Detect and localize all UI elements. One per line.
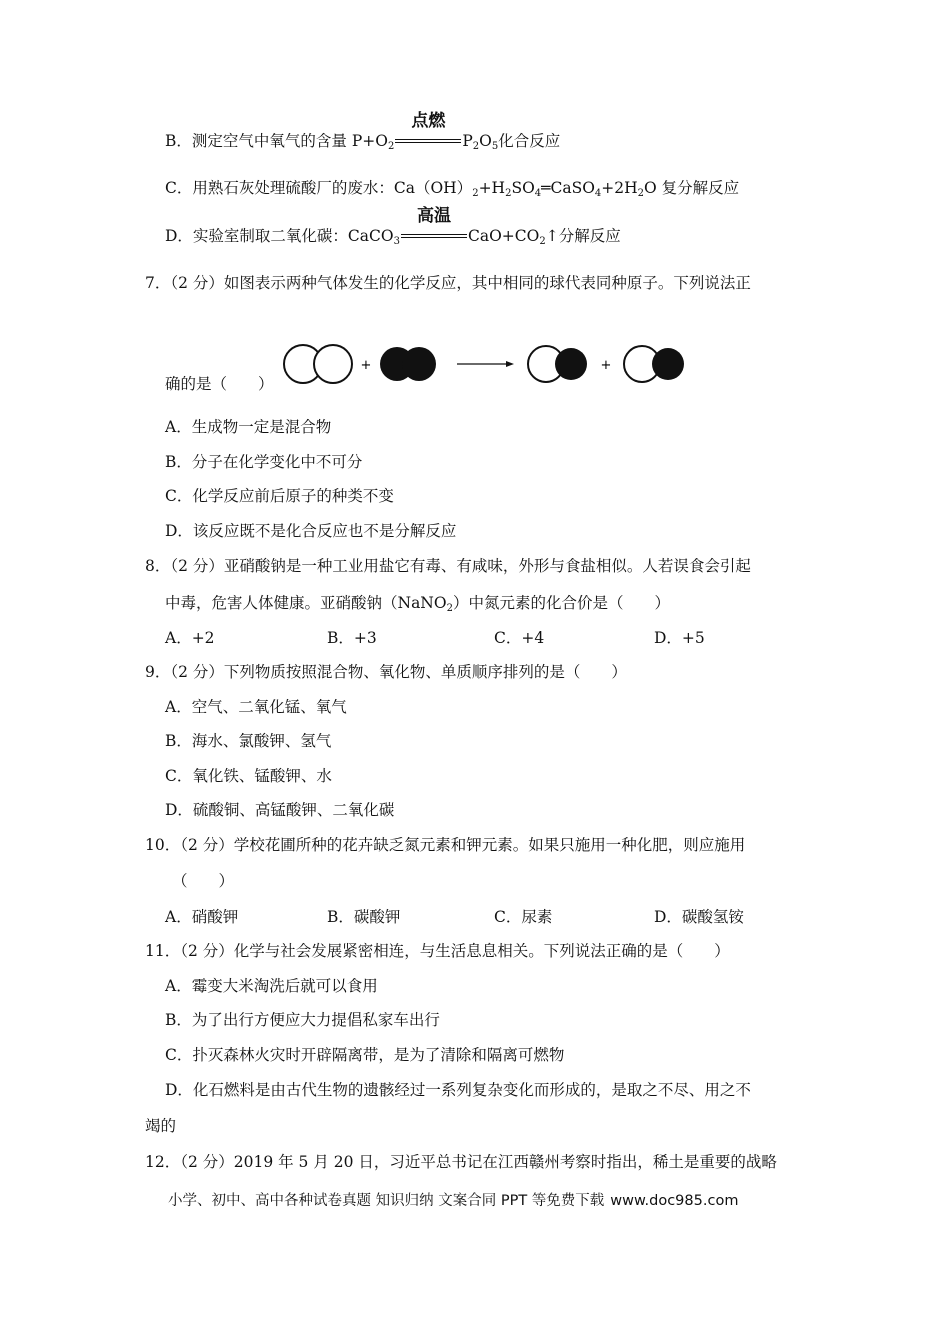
product-molecule-2 [624,346,684,382]
q10-options-row [0,906,950,928]
q7-option-c: C．化学反应前后原子的种类不变 [165,487,394,505]
option-d-line: D．实验室制取二氧化碳：CaCO$_3$ 高温 $CaO+CO_2↑$分解反应 [165,206,621,247]
option-b-line: B．测定空气中氧气的含量 $P+O_2$ 点燃 $P_2O_5$化合反应 [165,111,561,152]
q8-option-d: D．+5 [654,629,705,647]
footer-text: 小学、初中、高中各种试卷真题 知识归纳 文案合同 PPT 等免费下载 [168,1193,605,1209]
q9-option-d: D．硫酸铜、高锰酸钾、二氧化碳 [165,801,395,819]
reactant-molecule-black [380,347,436,381]
q7-stem-line2: 确的是（ ） [165,375,274,393]
q11-option-b: B．为了出行方便应大力提倡私家车出行 [165,1011,440,1029]
q11-option-a: A．霉变大米淘洗后就可以食用 [165,977,378,995]
q11-option-d-continued: 竭的 [145,1117,177,1135]
q7-stem-line1: 7．（2 分）如图表示两种气体发生的化学反应，其中相同的球代表同种原子。下列说法正 [145,274,751,292]
q7-option-b: B．分子在化学变化中不可分 [165,453,363,471]
footer-url[interactable]: www.doc985.com [610,1193,739,1209]
q12-stem: 12．（2 分）2019 年 5 月 20 日，习近平总书记在江西赣州考察时指出，稀土是重要的战略 [145,1153,777,1171]
q10-option-c: C．尿素 [494,908,553,926]
q10-stem-line1: 10．（2 分）学校花圃所种的花卉缺乏氮元素和钾元素。如果只施用一种化肥，则应施用 [145,836,746,854]
q7-option-a: A．生成物一定是混合物 [165,418,332,436]
plus-sign-2: + [600,358,612,373]
reactant-molecule-white [284,345,352,383]
q10-option-b: B．碳酸钾 [327,908,401,926]
page-footer [168,1190,738,1212]
q8-stem-line2: 中毒，危害人体健康。亚硝酸钠（NaNO$_2$）中氮元素的化合价是（ ） [165,594,670,614]
q11-option-d: D．化石燃料是由古代生物的遗骸经过一系列复杂变化而形成的，是取之不尽、用之不 [165,1081,751,1099]
product-molecule-1 [528,346,587,382]
q9-option-a: A．空气、二氧化锰、氧气 [165,698,347,716]
q10-option-d: D．碳酸氢铵 [654,908,744,926]
q7-option-d: D．该反应既不是化合反应也不是分解反应 [165,522,457,540]
reaction-arrow [457,361,514,367]
plus-sign-1: + [360,358,372,373]
q8-option-b: B．+3 [327,629,377,647]
q8-option-a: A．+2 [165,629,215,647]
q10-option-a: A．硝酸钾 [165,908,239,926]
q9-stem: 9．（2 分）下列物质按照混合物、氧化物、单质顺序排列的是（ ） [145,663,627,681]
reaction-condition-high-temp: 高温 [401,225,467,247]
option-c-line: C．用熟石灰处理硫酸厂的废水：$Ca(OH)_2+H_2SO_4═CaSO_4+2H_2O$ 复分解反应 [165,179,740,199]
q8-options-row [0,627,950,649]
q9-option-c: C．氧化铁、锰酸钾、水 [165,767,332,785]
molecule-reaction-diagram [280,338,700,390]
q11-stem: 11．（2 分）化学与社会发展紧密相连，与生活息息相关。下列说法正确的是（ ） [145,942,730,960]
q10-stem-line2: （ ） [172,872,235,890]
q8-stem-line1: 8．（2 分）亚硝酸钠是一种工业用盐它有毒、有咸味，外形与食盐相似。人若误食会引起 [145,557,751,575]
reaction-condition-ignite: 点燃 [395,130,461,152]
q8-option-c: C．+4 [494,629,545,647]
q9-option-b: B．海水、氯酸钾、氢气 [165,732,332,750]
q11-option-c: C．扑灭森林火灾时开辟隔离带，是为了清除和隔离可燃物 [165,1046,565,1064]
